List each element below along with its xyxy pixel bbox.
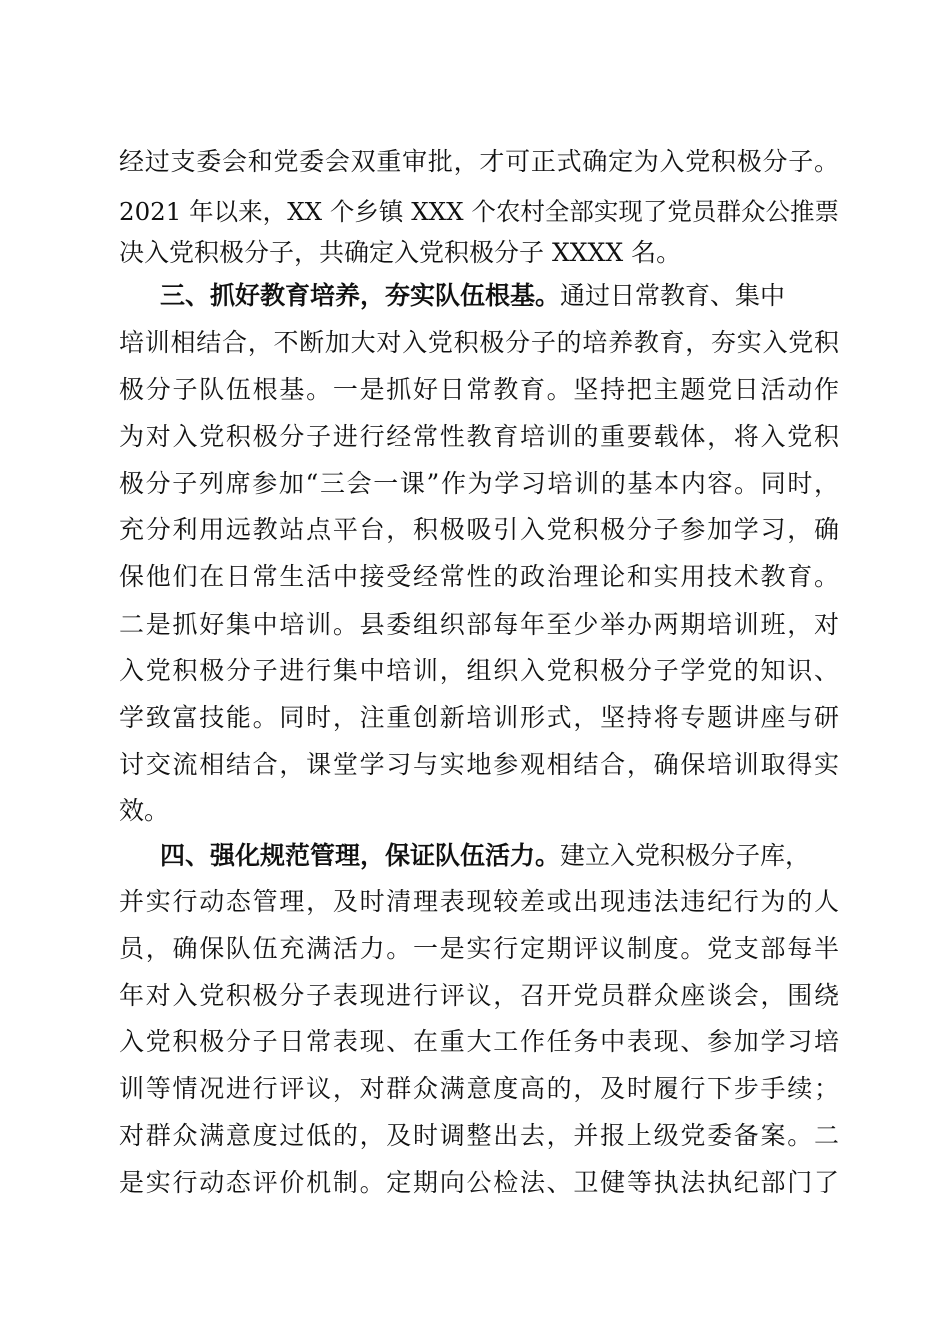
body-line-4: 培训相结合，不断加大对入党积极分子的培养教育，夯实入党积	[119, 328, 839, 357]
body-line-2: 2021 年以来，XX 个乡镇 XXX 个农村全部实现了党员群众公推票	[119, 197, 839, 226]
section-4-lead-text: 建立入党积极分子库，	[560, 841, 811, 870]
body-line-18: 入党积极分子日常表现、在重大工作任务中表现、参加学习培	[119, 1027, 839, 1056]
body-line-8: 充分利用远教站点平台，积极吸引入党积极分子参加学习，确	[119, 515, 839, 544]
body-line-1: 经过支委会和党委会双重审批，才可正式确定为入党积极分子。	[119, 147, 839, 176]
body-line-10: 二是抓好集中培训。县委组织部每年至少举办两期培训班，对	[119, 610, 839, 639]
section-3-lead-text: 通过日常教育、集中	[560, 281, 786, 310]
body-line-13: 讨交流相结合，课堂学习与实地参观相结合，确保培训取得实	[119, 750, 839, 779]
body-line-14: 效。	[119, 796, 170, 825]
section-3-heading: 三、抓好教育培养，夯实队伍根基。	[160, 281, 561, 310]
body-line-20: 对群众满意度过低的，及时调整出去，并报上级党委备案。二	[119, 1121, 839, 1150]
body-line-7: 极分子列席参加“三会一课”作为学习培训的基本内容。同时，	[119, 469, 839, 498]
body-line-6: 为对入党积极分子进行经常性教育培训的重要载体，将入党积	[119, 422, 839, 451]
body-line-5: 极分子队伍根基。一是抓好日常教育。坚持把主题党日活动作	[119, 375, 839, 404]
body-line-15: 并实行动态管理，及时清理表现较差或出现违法违纪行为的人	[119, 887, 839, 916]
body-line-11: 入党积极分子进行集中培训，组织入党积极分子学党的知识、	[119, 656, 839, 685]
body-line-16: 员，确保队伍充满活力。一是实行定期评议制度。党支部每半	[119, 934, 839, 963]
section-3-first-line	[160, 271, 840, 321]
section-4-first-line	[160, 831, 840, 881]
section-4-heading: 四、强化规范管理，保证队伍活力。	[160, 841, 561, 870]
body-line-19: 训等情况进行评议，对群众满意度高的，及时履行下步手续；	[119, 1074, 839, 1103]
body-line-17: 年对入党积极分子表现进行评议，召开党员群众座谈会，围绕	[119, 981, 839, 1010]
body-line-12: 学致富技能。同时，注重创新培训形式，坚持将专题讲座与研	[119, 703, 839, 732]
body-line-3: 决入党积极分子，共确定入党积极分子 XXXX 名。	[119, 238, 682, 267]
body-line-9: 保他们在日常生活中接受经常性的政治理论和实用技术教育。	[119, 562, 839, 591]
body-line-21: 是实行动态评价机制。定期向公检法、卫健等执法执纪部门了	[119, 1168, 839, 1197]
